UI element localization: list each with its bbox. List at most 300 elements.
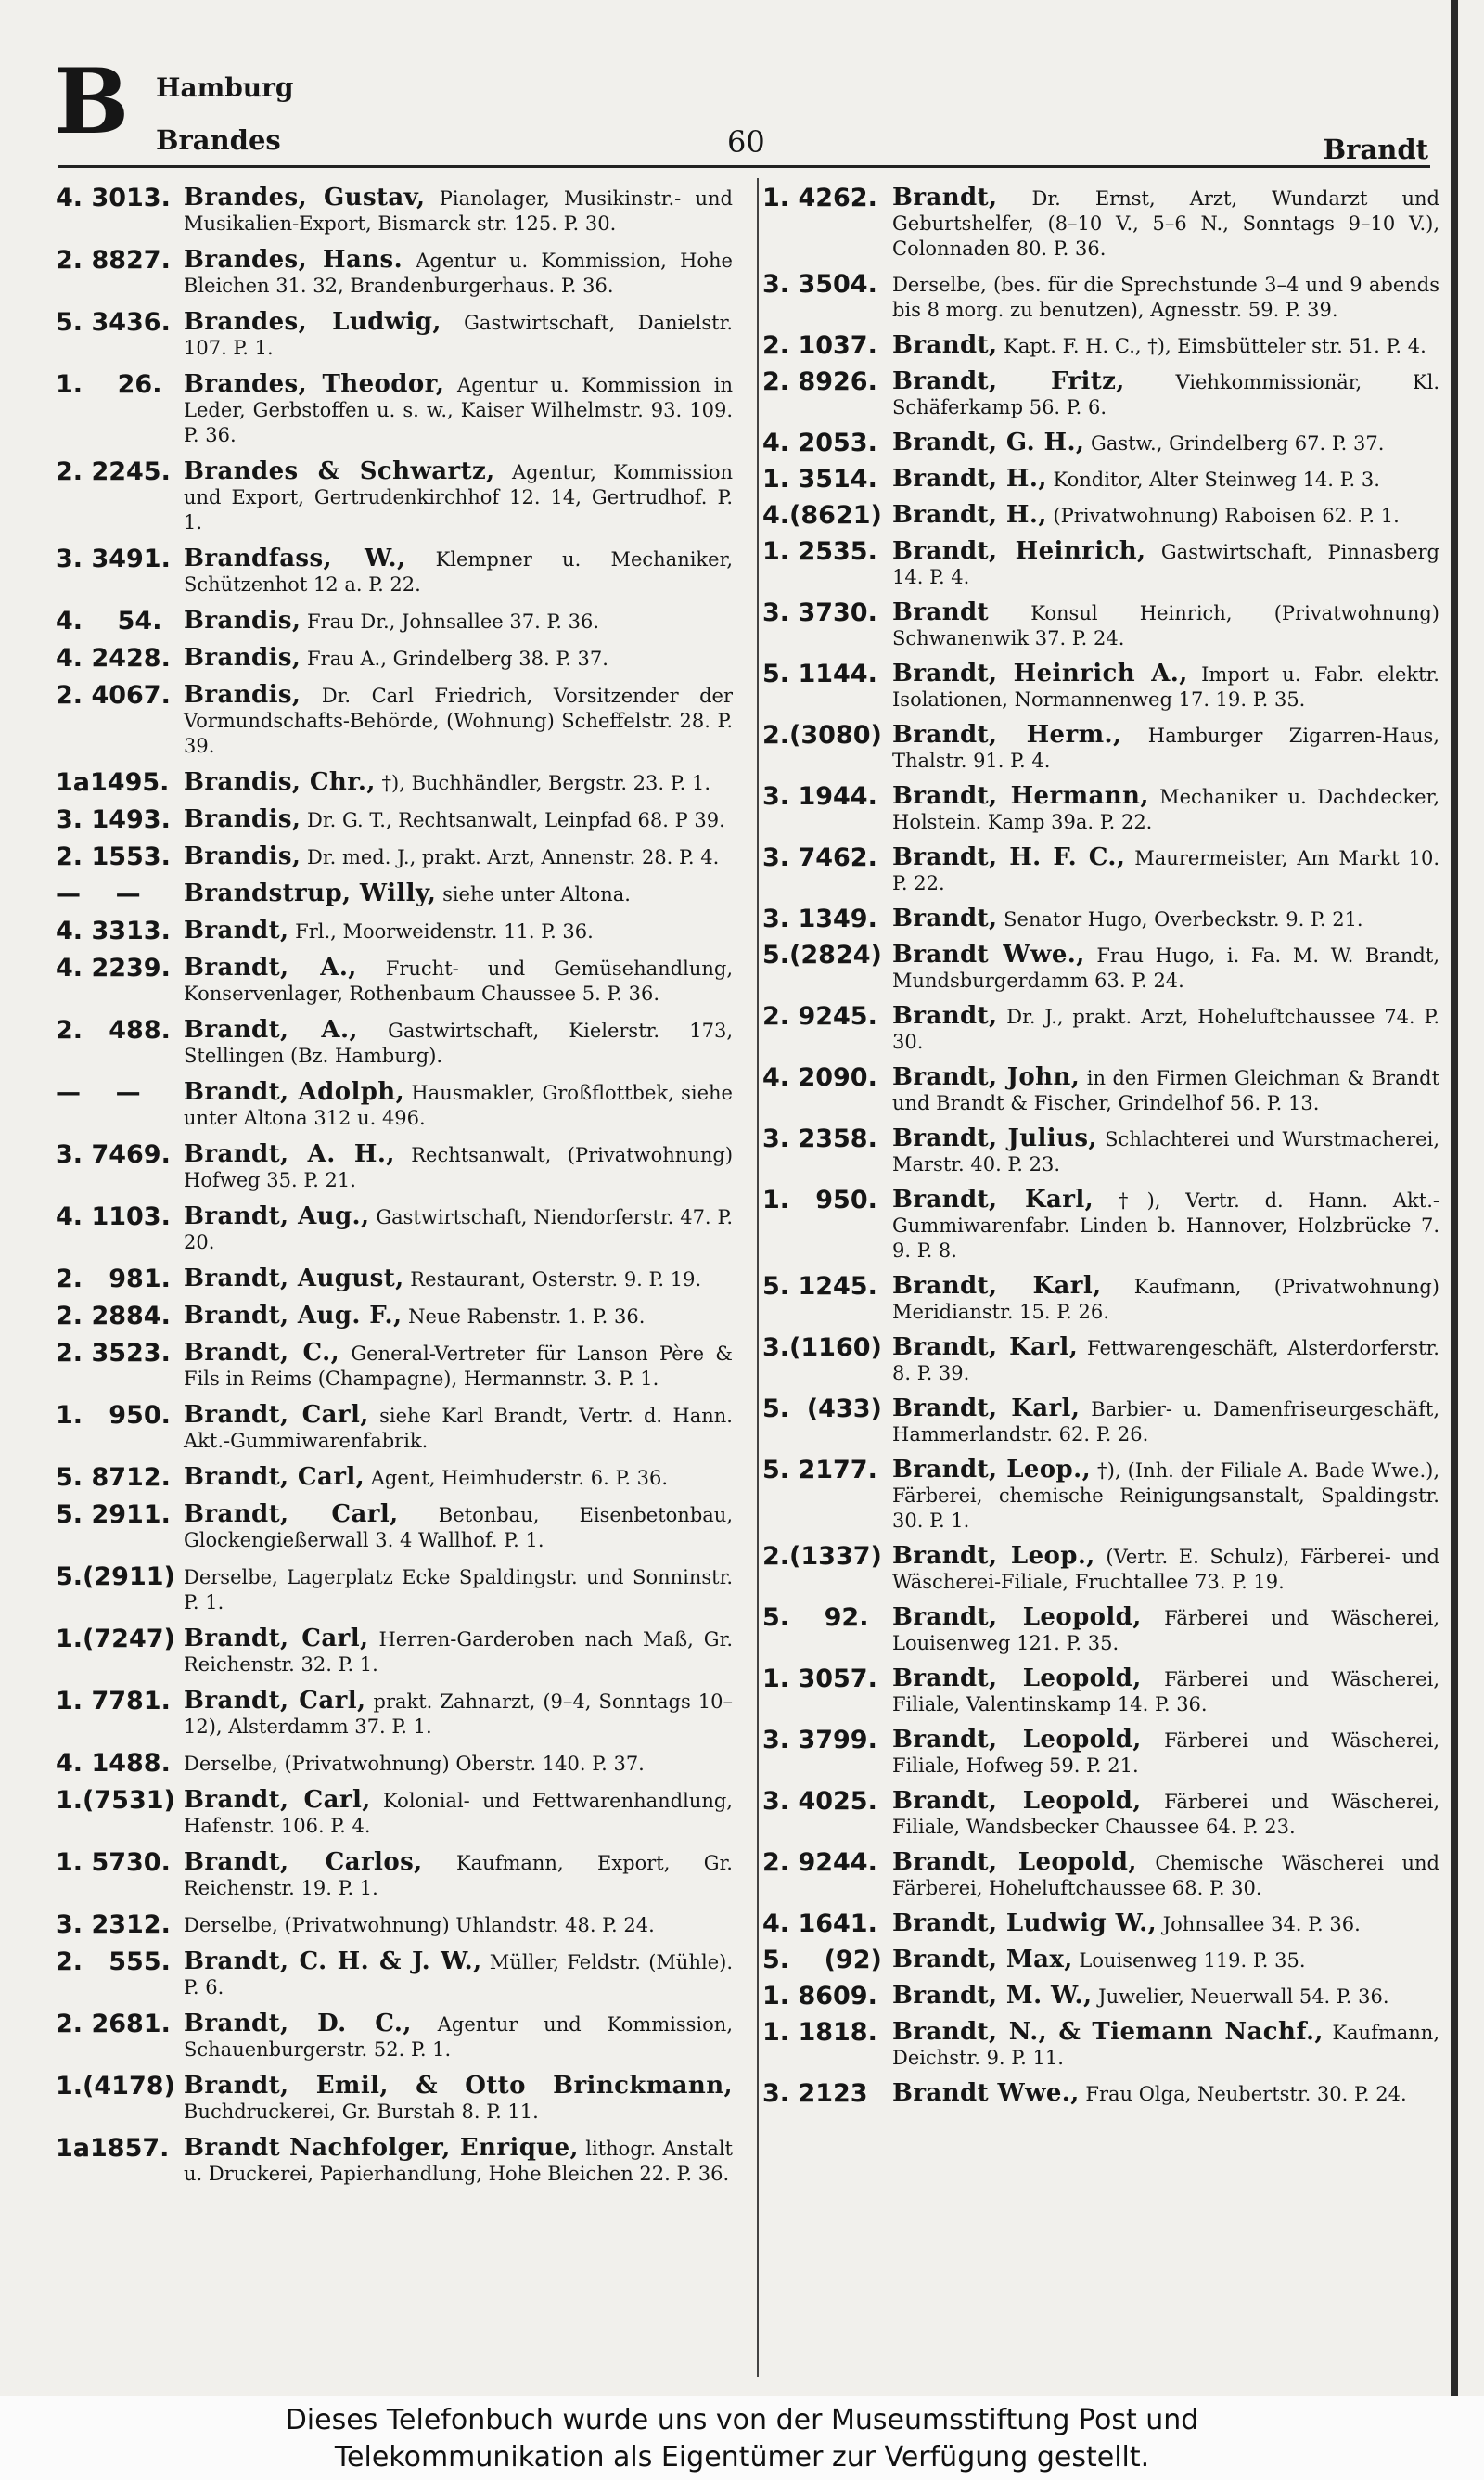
subscriber-name: Brandis, bbox=[184, 681, 301, 709]
directory-entry bbox=[762, 1126, 1439, 1177]
phone-number: 4. 1488. bbox=[56, 1749, 171, 1778]
entry-text bbox=[892, 1789, 1439, 1840]
right-guide-word: Brandt bbox=[1323, 134, 1428, 165]
subscriber-details: Viehkommissionär, Kl. Schäferkamp 56. P. 6. bbox=[892, 371, 1439, 418]
subscriber-details: Neue Rabenstr. 1. P. 36. bbox=[402, 1305, 646, 1328]
directory-entry bbox=[762, 723, 1439, 774]
subscriber-details: (Privatwohnung) Raboisen 62. P. 1. bbox=[1046, 505, 1400, 527]
directory-entry bbox=[56, 1564, 733, 1615]
entry-text bbox=[892, 845, 1439, 896]
directory-entry bbox=[56, 248, 733, 299]
phone-number: 2. 2681. bbox=[56, 2010, 171, 2038]
directory-entry bbox=[56, 2136, 733, 2187]
entry-text bbox=[184, 2011, 733, 2062]
phone-number: 2. 3523. bbox=[56, 1339, 171, 1368]
subscriber-details: Frau Hugo, i. Fa. M. W. Brandt, Mundsburgerdamm 63. P. 24. bbox=[892, 944, 1439, 992]
footer-line-2: Telekommunikation als Eigentümer zur Verfügung gestellt. bbox=[334, 2441, 1150, 2474]
city-heading: Hamburg bbox=[156, 72, 294, 103]
phone-number: 5.(2911) bbox=[56, 1562, 175, 1591]
subscriber-details: Kapt. F. H. C., †), Eimsbütteler str. 51. P. 4. bbox=[997, 335, 1426, 357]
subscriber-name: Brandt Wwe., bbox=[892, 2079, 1080, 2107]
subscriber-name: Brandt, Aug., bbox=[184, 1202, 370, 1230]
subscriber-details: Derselbe, (Privatwohnung) Oberstr. 140. P. 37. bbox=[184, 1753, 645, 1775]
page-edge bbox=[1451, 0, 1458, 2396]
entry-text bbox=[892, 1126, 1439, 1177]
subscriber-details: Frau A., Grindelberg 38. P. 37. bbox=[301, 648, 608, 670]
directory-entry bbox=[762, 1666, 1439, 1717]
directory-entry bbox=[56, 2074, 733, 2125]
subscriber-name: Brandt, Leopold, bbox=[892, 1848, 1137, 1876]
phone-number: 4. 3313. bbox=[56, 917, 171, 945]
directory-entry bbox=[56, 881, 733, 907]
phone-number: 3. 7469. bbox=[56, 1140, 171, 1169]
directory-entry bbox=[56, 1689, 733, 1740]
subscriber-name: Brandt, H., bbox=[892, 501, 1047, 529]
directory-entry bbox=[56, 1502, 733, 1553]
subscriber-details: Gastwirtschaft, Niendorferstr. 47. P. 20. bbox=[184, 1206, 733, 1253]
entry-text bbox=[892, 333, 1439, 359]
directory-entry bbox=[56, 1204, 733, 1255]
entry-text bbox=[184, 1018, 733, 1069]
directory-entry bbox=[56, 683, 733, 759]
entry-text bbox=[184, 1912, 733, 1938]
subscriber-details: in den Firmen Gleichman & Brandt und Brandt & Fischer, Grindelhof 56. P. 13. bbox=[892, 1067, 1439, 1114]
entry-text bbox=[892, 1004, 1439, 1055]
subscriber-details: Agentur und Kommission, Schauenburgerstr. 52. P. 1. bbox=[184, 2013, 733, 2061]
subscriber-name: Brandt, Carlos, bbox=[184, 1848, 423, 1876]
directory-entry bbox=[762, 503, 1439, 529]
directory-entry bbox=[56, 1788, 733, 1839]
phone-number: 3. 1493. bbox=[56, 805, 171, 834]
subscriber-details: Kolonial- und Fettwarenhandlung, Hafenstr. 106. P. 4. bbox=[184, 1790, 733, 1837]
subscriber-name: Brandes, Gustav, bbox=[184, 186, 426, 212]
subscriber-details: Gastwirtschaft, Danielstr. 107. P. 1. bbox=[184, 312, 733, 359]
subscriber-details: Gastwirtschaft, Pinnasberg 14. P. 4. bbox=[892, 541, 1439, 588]
phone-number: 2. 2884. bbox=[56, 1302, 171, 1330]
subscriber-name: Brandt, Aug. F., bbox=[184, 1302, 403, 1330]
directory-entry bbox=[762, 943, 1439, 994]
entry-text bbox=[184, 1204, 733, 1255]
phone-number: 1. 2535. bbox=[762, 537, 877, 566]
subscriber-name: Brandes, Ludwig, bbox=[184, 308, 441, 336]
phone-number: 4. 54. bbox=[56, 607, 162, 636]
directory-entry bbox=[56, 1266, 733, 1292]
directory-entry bbox=[56, 770, 733, 796]
directory-entry bbox=[56, 186, 733, 237]
phone-number: 2. 981. bbox=[56, 1265, 171, 1293]
subscriber-details: Dr. G. T., Rechtsanwalt, Leinpfad 68. P 39. bbox=[301, 809, 725, 831]
subscriber-name: Brandt, Leop., bbox=[892, 1456, 1092, 1484]
entry-text bbox=[184, 1626, 733, 1677]
entry-text bbox=[184, 1266, 733, 1292]
phone-number: 4.(8621) bbox=[762, 501, 882, 530]
subscriber-name: Brandt, John, bbox=[892, 1063, 1081, 1091]
entry-text bbox=[892, 2081, 1439, 2107]
phone-number: 2. 1553. bbox=[56, 842, 171, 871]
entry-text bbox=[184, 956, 733, 1007]
entry-text bbox=[184, 186, 733, 237]
directory-entry bbox=[762, 467, 1439, 493]
directory-entry bbox=[56, 546, 733, 598]
entry-text bbox=[892, 1850, 1439, 1901]
entry-text bbox=[184, 2136, 733, 2187]
entry-text bbox=[184, 248, 733, 299]
entry-text bbox=[892, 1984, 1439, 2010]
entry-text bbox=[184, 1304, 733, 1330]
phone-number: 3. 4025. bbox=[762, 1787, 877, 1816]
phone-number: 3. 1944. bbox=[762, 782, 877, 811]
subscriber-name: Brandt, Max, bbox=[892, 1946, 1073, 1973]
directory-entry bbox=[762, 1065, 1439, 1116]
directory-entry bbox=[762, 1728, 1439, 1779]
subscriber-name: Brandt bbox=[892, 598, 990, 626]
entry-text bbox=[892, 1911, 1439, 1937]
subscriber-details: Agent, Heimhuderstr. 6. P. 36. bbox=[365, 1467, 669, 1489]
subscriber-name: Brandt, Karl, bbox=[892, 1186, 1094, 1214]
subscriber-details: Barbier- u. Damenfriseurgeschäft, Hammerlandstr. 62. P. 26. bbox=[892, 1398, 1439, 1446]
subscriber-details: Louisenweg 119. P. 35. bbox=[1072, 1949, 1306, 1972]
phone-number: 5.(2824) bbox=[762, 941, 882, 970]
subscriber-details: Agentur, Kommission und Export, Gertrudenkirchhof 12. 14, Gertrudhof. P. 1. bbox=[184, 461, 733, 533]
entry-text bbox=[184, 1465, 733, 1491]
subscriber-name: Brandt Wwe., bbox=[892, 941, 1085, 969]
entry-text bbox=[892, 369, 1439, 420]
subscriber-details: †), (Inh. der Filiale A. Bade Wwe.), Färberei, chemische Reinigungsanstalt, Spaldingstr. 30. P. 1. bbox=[892, 1459, 1439, 1532]
phone-number: 4. 1641. bbox=[762, 1909, 877, 1938]
entry-text bbox=[184, 646, 733, 672]
subscriber-details: Färberei und Wäscherei, Filiale, Wandsbecker Chaussee 64. P. 23. bbox=[892, 1791, 1439, 1838]
subscriber-details: Kaufmann, (Privatwohnung) Meridianstr. 15. P. 26. bbox=[892, 1276, 1439, 1323]
directory-entry bbox=[762, 1605, 1439, 1656]
entry-text bbox=[892, 467, 1439, 493]
subscriber-details: Färberei und Wäscherei, Filiale, Hofweg 59. P. 21. bbox=[892, 1729, 1439, 1777]
entry-text bbox=[184, 881, 733, 907]
phone-number: 3. 3730. bbox=[762, 598, 877, 627]
subscriber-name: Brandfass, W., bbox=[184, 545, 406, 572]
directory-entry bbox=[56, 1912, 733, 1938]
subscriber-details: Frucht- und Gemüsehandlung, Konservenlager, Rothenbaum Chaussee 5. P. 36. bbox=[184, 957, 733, 1005]
subscriber-details: Dr. med. J., prakt. Arzt, Annenstr. 28. P. 4. bbox=[301, 846, 720, 868]
subscriber-name: Brandt, H. F. C., bbox=[892, 843, 1126, 871]
entry-text bbox=[184, 372, 733, 448]
phone-number: 1. 8609. bbox=[762, 1982, 877, 2011]
phone-number: 5. 2911. bbox=[56, 1500, 171, 1529]
subscriber-details: Maurermeister, Am Markt 10. P. 22. bbox=[892, 847, 1439, 894]
directory-entry bbox=[762, 600, 1439, 651]
phone-number: 3. 2358. bbox=[762, 1124, 877, 1153]
entry-text bbox=[184, 1080, 733, 1131]
subscriber-name: Brandt, A., bbox=[184, 954, 357, 982]
subscriber-name: Brandstrup, Willy, bbox=[184, 880, 437, 907]
subscriber-details: Hamburger Zigarren-Haus, Thalstr. 91. P. 4. bbox=[892, 725, 1439, 772]
subscriber-details: Agentur u. Kommission, Hohe Bleichen 31. 32, Brandenburgerhaus. P. 36. bbox=[184, 250, 733, 297]
phone-number: 4. 2239. bbox=[56, 954, 171, 983]
phone-number: 3. 2312. bbox=[56, 1910, 171, 1939]
directory-entry bbox=[762, 430, 1439, 456]
subscriber-details: Agentur u. Kommission in Leder, Gerbstoffen u. s. w., Kaiser Wilhelmstr. 93. 109. P. 36. bbox=[184, 374, 733, 446]
phone-number: 4. 2428. bbox=[56, 644, 171, 673]
entry-text bbox=[184, 1502, 733, 1553]
subscriber-details: Konsul Heinrich, (Privatwohnung) Schwanenwik 37. P. 24. bbox=[892, 602, 1439, 649]
subscriber-name: Brandt, Carl, bbox=[184, 1500, 399, 1528]
entry-text bbox=[892, 1065, 1439, 1116]
entry-text bbox=[892, 503, 1439, 529]
subscriber-name: Brandis, bbox=[184, 644, 301, 672]
subscriber-name: Brandt Nachfolger, Enrique, bbox=[184, 2134, 579, 2162]
phone-number: 5. (92) bbox=[762, 1946, 882, 1974]
subscriber-name: Brandis, bbox=[184, 805, 301, 833]
directory-entry bbox=[762, 662, 1439, 713]
phone-number: 1.(7531) bbox=[56, 1786, 175, 1815]
subscriber-details: Derselbe, (bes. für die Sprechstunde 3–4 und 9 abends bis 8 morg. zu benutzen), Agnesstr. 59. P. 39. bbox=[892, 274, 1439, 321]
subscriber-name: Brandt, Karl, bbox=[892, 1333, 1079, 1361]
subscriber-name: Brandt, Carl, bbox=[184, 1625, 369, 1652]
subscriber-name: Brandt, Hermann, bbox=[892, 782, 1149, 810]
entry-text bbox=[184, 770, 733, 796]
phone-number: 2. 9245. bbox=[762, 1002, 877, 1031]
header-rule bbox=[58, 165, 1430, 168]
phone-number: 1. 950. bbox=[56, 1401, 171, 1430]
section-letter: B bbox=[54, 49, 130, 154]
subscriber-name: Brandt, Herm., bbox=[892, 721, 1122, 749]
subscriber-details: Färberei und Wäscherei, Louisenweg 121. P. 35. bbox=[892, 1607, 1439, 1654]
directory-entry bbox=[56, 1403, 733, 1454]
phone-number: 5. 2177. bbox=[762, 1456, 877, 1484]
subscriber-details: siehe unter Altona. bbox=[436, 883, 631, 906]
phone-number: 1.(4178) bbox=[56, 2072, 175, 2101]
subscriber-name: Brandt, Ludwig W., bbox=[892, 1909, 1158, 1937]
entry-text bbox=[184, 1403, 733, 1454]
phone-number: 5. 1144. bbox=[762, 660, 877, 688]
phone-number: 2. 488. bbox=[56, 1016, 171, 1045]
phone-number: 2. 9244. bbox=[762, 1848, 877, 1877]
subscriber-details: Konditor, Alter Steinweg 14. P. 3. bbox=[1046, 469, 1380, 491]
subscriber-name: Brandt, A. H., bbox=[184, 1140, 395, 1168]
subscriber-name: Brandt, Emil, & Otto Brinckmann, bbox=[184, 2072, 733, 2100]
entry-text bbox=[892, 784, 1439, 835]
subscriber-details: Frau Dr., Johnsallee 37. P. 36. bbox=[301, 610, 600, 633]
subscriber-details: Gastw., Grindelberg 67. P. 37. bbox=[1084, 432, 1385, 455]
subscriber-name: Brandt, Leopold, bbox=[892, 1787, 1142, 1815]
subscriber-name: Brandt, Leop., bbox=[892, 1542, 1095, 1570]
entry-text bbox=[184, 1751, 733, 1777]
left-guide-word: Brandes bbox=[156, 124, 281, 156]
phone-number: 2.(3080) bbox=[762, 721, 882, 750]
subscriber-details: Senator Hugo, Overbeckstr. 9. P. 21. bbox=[997, 908, 1363, 931]
subscriber-name: Brandes, Hans. bbox=[184, 246, 403, 274]
subscriber-name: Brandis, bbox=[184, 607, 301, 635]
phone-number: 3. 7462. bbox=[762, 843, 877, 872]
entry-text bbox=[184, 1341, 733, 1392]
entry-text bbox=[892, 430, 1439, 456]
subscriber-name: Brandt, Julius, bbox=[892, 1124, 1097, 1152]
entry-text bbox=[892, 539, 1439, 590]
phone-number: 3. 1349. bbox=[762, 905, 877, 933]
entry-text bbox=[184, 459, 733, 535]
entry-text bbox=[184, 1949, 733, 2000]
phone-number: 5. (433) bbox=[762, 1394, 882, 1423]
subscriber-details: Schlachterei und Wurstmacherei, Marstr. 40. P. 23. bbox=[892, 1128, 1439, 1176]
entry-text bbox=[892, 1728, 1439, 1779]
entry-text bbox=[184, 1689, 733, 1740]
phone-number: 4. 3013. bbox=[56, 186, 171, 212]
phone-number: 2. 4067. bbox=[56, 681, 171, 710]
subscriber-details: Restaurant, Osterstr. 9. P. 19. bbox=[403, 1268, 702, 1291]
subscriber-details: prakt. Zahnarzt, (9–4, Sonntags 10–12), Alsterdamm 37. P. 1. bbox=[184, 1690, 733, 1738]
directory-entry bbox=[762, 1335, 1439, 1386]
phone-number: 2. 1037. bbox=[762, 331, 877, 360]
entry-text bbox=[892, 186, 1439, 262]
subscriber-name: Brandt, bbox=[184, 917, 289, 944]
subscriber-details: Frl., Moorweidenstr. 11. P. 36. bbox=[288, 920, 594, 943]
entry-text bbox=[184, 919, 733, 944]
entry-text bbox=[892, 1188, 1439, 1264]
left-column bbox=[56, 186, 733, 2375]
entry-text bbox=[892, 1605, 1439, 1656]
directory-entry bbox=[56, 310, 733, 361]
entry-text bbox=[184, 1564, 733, 1615]
directory-entry bbox=[762, 1274, 1439, 1325]
directory-entry bbox=[762, 784, 1439, 835]
subscriber-name: Brandt, Leopold, bbox=[892, 1603, 1142, 1631]
subscriber-details: Müller, Feldstr. (Mühle). P. 6. bbox=[184, 1951, 733, 1998]
subscriber-details: Johnsallee 34. P. 36. bbox=[1157, 1913, 1361, 1935]
subscriber-details: †), Vertr. d. Hann. Akt.-Gummiwarenfabr. Linden b. Hannover, Holzbrücke 7. 9. P. 8. bbox=[892, 1189, 1439, 1262]
directory-entry bbox=[762, 1947, 1439, 1973]
entry-text bbox=[184, 1142, 733, 1193]
subscriber-details: Frau Olga, Neubertstr. 30. P. 24. bbox=[1079, 2083, 1407, 2105]
directory-entry bbox=[762, 186, 1439, 262]
subscriber-name: Brandt, Fritz, bbox=[892, 367, 1125, 395]
entry-text bbox=[184, 844, 733, 870]
entry-text bbox=[892, 600, 1439, 651]
subscriber-name: Brandt, N., & Tiemann Nachf., bbox=[892, 2018, 1324, 2046]
subscriber-name: Brandt, bbox=[892, 186, 998, 212]
subscriber-name: Brandt, M. W., bbox=[892, 1982, 1093, 2010]
subscriber-details: Fettwarengeschäft, Alsterdorferstr. 8. P. 39. bbox=[892, 1337, 1439, 1384]
subscriber-details: Hausmakler, Großflottbek, siehe unter Altona 312 u. 496. bbox=[184, 1082, 733, 1129]
subscriber-details: Import u. Fabr. elektr. Isolationen, Normannenweg 17. 19. P. 35. bbox=[892, 663, 1439, 711]
phone-number: 4. 2053. bbox=[762, 429, 877, 457]
directory-entry bbox=[762, 1789, 1439, 1840]
footer-line-1: Dieses Telefonbuch wurde uns von der Museumsstiftung Post und bbox=[285, 2404, 1199, 2436]
directory-entry bbox=[762, 1544, 1439, 1595]
phone-number: 3. 3491. bbox=[56, 545, 171, 573]
subscriber-name: Brandis, bbox=[184, 842, 301, 870]
subscriber-name: Brandt, Carl, bbox=[184, 1687, 366, 1715]
subscriber-details: Derselbe, (Privatwohnung) Uhlandstr. 48. P. 24. bbox=[184, 1914, 655, 1936]
directory-entry bbox=[56, 2011, 733, 2062]
entry-text bbox=[184, 546, 733, 598]
subscriber-name: Brandis, Chr., bbox=[184, 768, 376, 796]
subscriber-details: Dr. J., prakt. Arzt, Hoheluftchaussee 74. P. 30. bbox=[892, 1006, 1439, 1053]
phone-number: 1. 26. bbox=[56, 370, 162, 399]
directory-entry bbox=[56, 1080, 733, 1131]
entry-text bbox=[892, 1544, 1439, 1595]
phone-number: 5. 3436. bbox=[56, 308, 171, 337]
directory-entry bbox=[56, 956, 733, 1007]
phone-number: 1. 3057. bbox=[762, 1664, 877, 1693]
subscriber-details: Juwelier, Neuerwall 54. P. 36. bbox=[1092, 1985, 1389, 2008]
entry-text bbox=[892, 272, 1439, 323]
right-column bbox=[762, 186, 1439, 2375]
subscriber-details: Kaufmann, Deichstr. 9. P. 11. bbox=[892, 2022, 1439, 2069]
phone-number: 2.(1337) bbox=[762, 1542, 882, 1571]
subscriber-name: Brandt, Heinrich, bbox=[892, 537, 1146, 565]
subscriber-details: Rechtsanwalt, (Privatwohnung) Hofweg 35. P. 21. bbox=[184, 1144, 733, 1191]
entry-text bbox=[184, 683, 733, 759]
directory-entry bbox=[56, 919, 733, 944]
directory-entry bbox=[762, 333, 1439, 359]
subscriber-details: Derselbe, Lagerplatz Ecke Spaldingstr. und Sonninstr. P. 1. bbox=[184, 1566, 733, 1613]
subscriber-name: Brandt, Leopold, bbox=[892, 1664, 1142, 1692]
subscriber-name: Brandt, Heinrich A., bbox=[892, 660, 1188, 687]
entry-text bbox=[892, 943, 1439, 994]
entry-text bbox=[184, 807, 733, 833]
subscriber-details: Mechaniker u. Dachdecker, Holstein. Kamp 39a. P. 22. bbox=[892, 786, 1439, 833]
phone-number: 1. 1818. bbox=[762, 2018, 877, 2047]
phone-number: 1. 5730. bbox=[56, 1848, 171, 1877]
phone-number: 1a1857. bbox=[56, 2134, 170, 2163]
subscriber-details: General-Vertreter für Lanson Père & Fils in Reims (Champagne), Hermannstr. 3. P. 1. bbox=[184, 1343, 733, 1390]
subscriber-details: Kaufmann, Export, Gr. Reichenstr. 19. P. 1. bbox=[184, 1852, 733, 1899]
subscriber-name: Brandt, bbox=[892, 1002, 998, 1030]
subscriber-name: Brandt, August, bbox=[184, 1265, 404, 1292]
directory-entry bbox=[762, 1396, 1439, 1447]
phone-number: 1.(7247) bbox=[56, 1625, 175, 1653]
phone-number: 2. 8926. bbox=[762, 367, 877, 396]
directory-entry bbox=[56, 1465, 733, 1491]
phone-number: 5. 8712. bbox=[56, 1463, 171, 1492]
subscriber-name: Brandt, Carl, bbox=[184, 1401, 369, 1429]
directory-entry bbox=[56, 844, 733, 870]
entry-text bbox=[892, 2020, 1439, 2071]
directory-entry bbox=[56, 459, 733, 535]
directory-entry bbox=[762, 1458, 1439, 1534]
subscriber-details: Gastwirtschaft, Kielerstr. 173, Stellingen (Bz. Hamburg). bbox=[184, 1020, 733, 1067]
phone-number: 3. 3799. bbox=[762, 1726, 877, 1754]
subscriber-details: †), Buchhändler, Bergstr. 23. P. 1. bbox=[375, 772, 711, 794]
subscriber-details: (Vertr. E. Schulz), Färberei- und Wäscherei-Filiale, Fruchtallee 73. P. 19. bbox=[892, 1546, 1439, 1593]
directory-entry bbox=[762, 845, 1439, 896]
phone-number: — — bbox=[56, 1078, 141, 1107]
entry-text bbox=[184, 1788, 733, 1839]
directory-entry bbox=[762, 272, 1439, 323]
page-number: 60 bbox=[727, 124, 765, 160]
phone-number: 4. 1103. bbox=[56, 1202, 171, 1231]
subscriber-name: Brandt, Carl, bbox=[184, 1786, 371, 1814]
subscriber-name: Brandt, Carl, bbox=[184, 1463, 365, 1491]
subscriber-name: Brandt, Leopold, bbox=[892, 1726, 1142, 1754]
subscriber-details: Buchdruckerei, Gr. Burstah 8. P. 11. bbox=[184, 2101, 539, 2123]
directory-entry bbox=[56, 1341, 733, 1392]
subscriber-details: Herren-Garderoben nach Maß, Gr. Reichenstr. 32. P. 1. bbox=[184, 1628, 733, 1676]
directory-entry bbox=[56, 1751, 733, 1777]
subscriber-name: Brandt, A., bbox=[184, 1016, 358, 1044]
directory-entry bbox=[56, 1018, 733, 1069]
entry-text bbox=[892, 1458, 1439, 1534]
directory-entry bbox=[56, 1626, 733, 1677]
subscriber-name: Brandt, G. H., bbox=[892, 429, 1085, 456]
subscriber-name: Brandt, Adolph, bbox=[184, 1078, 405, 1106]
directory-entry bbox=[56, 646, 733, 672]
subscriber-details: Klempner u. Mechaniker, Schützenhot 12 a. P. 22. bbox=[184, 548, 733, 596]
subscriber-details: Pianolager, Musikinstr.- und Musikalien-Export, Bismarck str. 125. P. 30. bbox=[184, 187, 733, 235]
entry-text bbox=[184, 310, 733, 361]
phone-number: — — bbox=[56, 880, 141, 908]
phone-number: 2. 555. bbox=[56, 1947, 171, 1976]
phone-number: 5. 92. bbox=[762, 1603, 869, 1632]
